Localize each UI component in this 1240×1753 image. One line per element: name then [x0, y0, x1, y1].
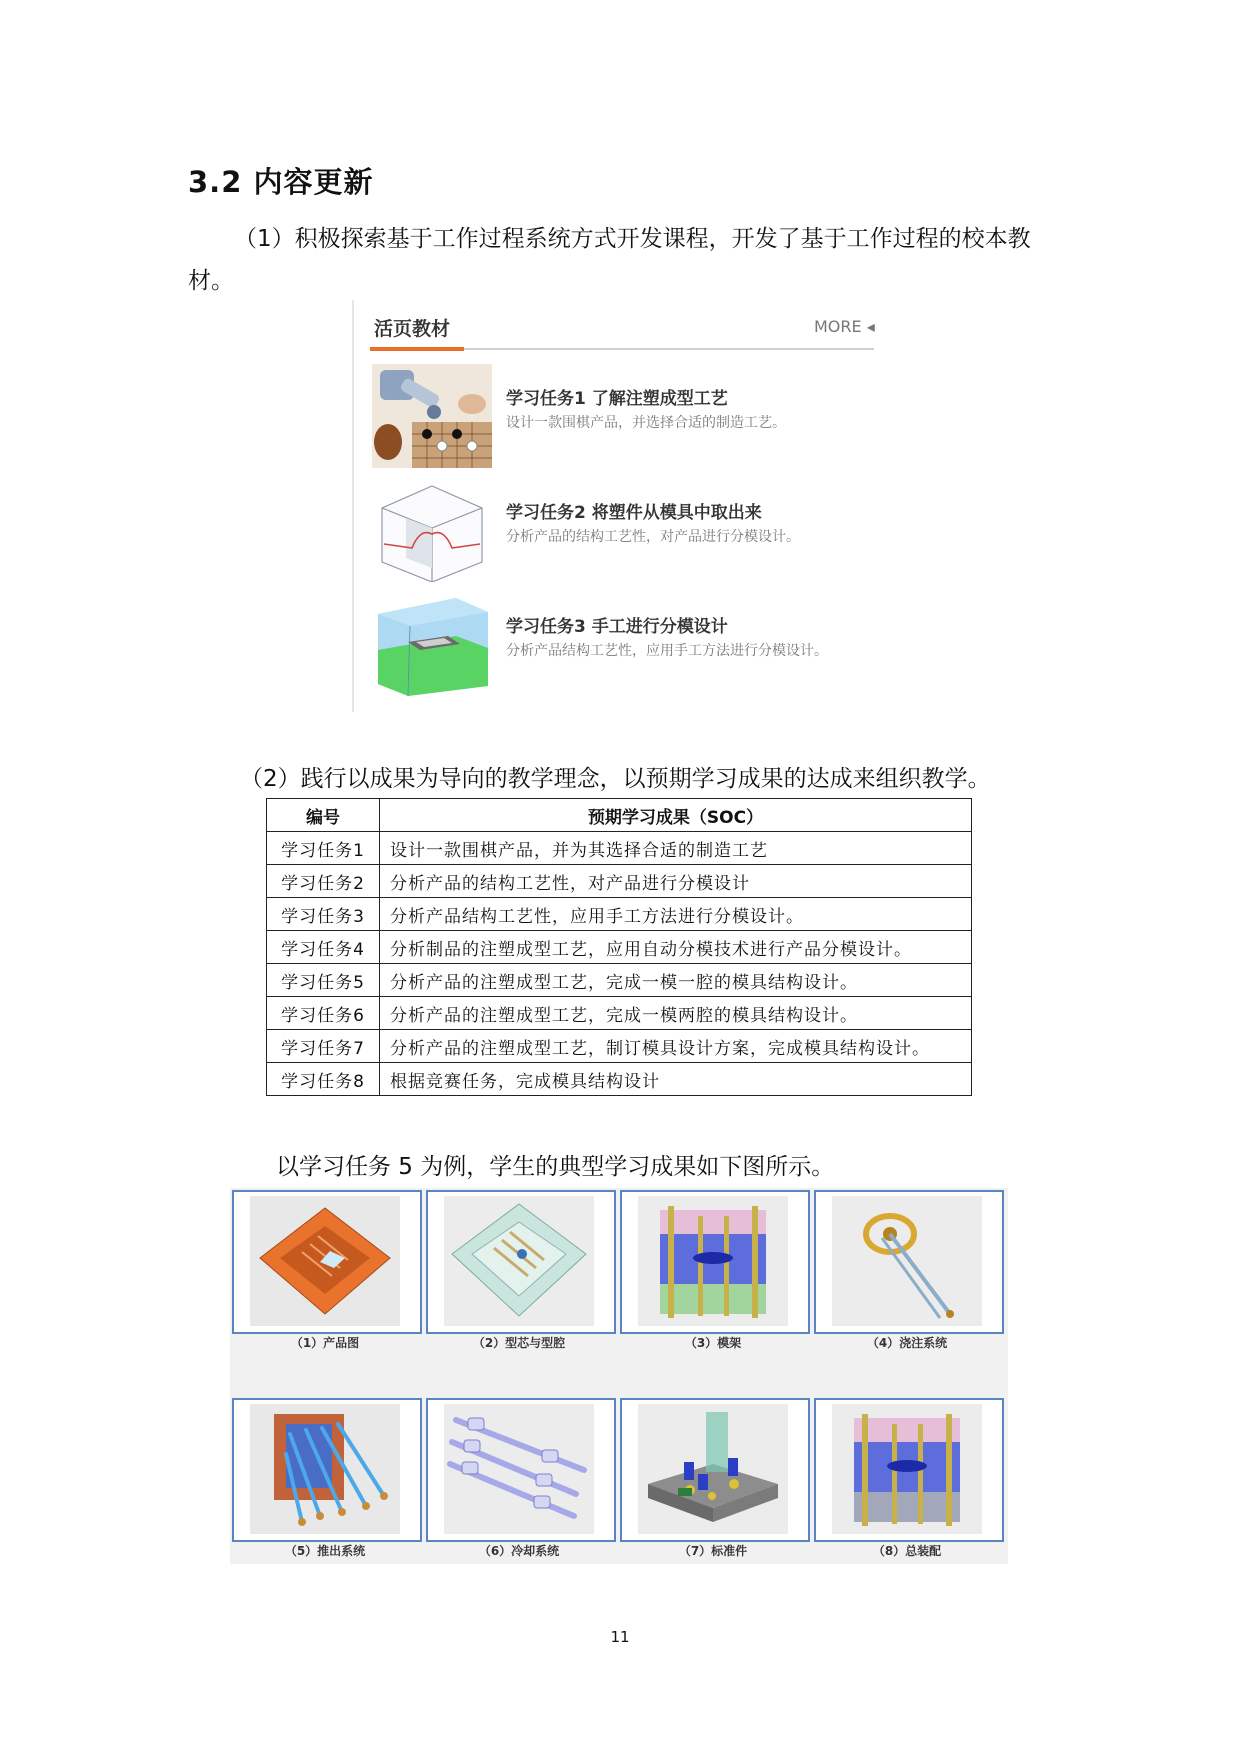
paragraph-2: （2）践行以成果为导向的教学理念，以预期学习成果的达成来组织教学。 [240, 766, 991, 792]
table-row [267, 1063, 972, 1096]
section-heading: 3.2 内容更新 [188, 165, 374, 199]
gallery-item-2 [426, 1190, 616, 1334]
parting-cube-diagram-icon [372, 478, 492, 582]
task-card-1[interactable] [372, 364, 872, 468]
product-model-icon [250, 1196, 400, 1326]
task-desc: 设计一款围棋产品，并选择合适的制造工艺。 [506, 415, 786, 431]
gallery-caption: （1）产品图 [290, 1336, 360, 1350]
task-id: 学习任务4 [267, 931, 380, 964]
task-outcome: 分析产品的注塑成型工艺，制订模具设计方案，完成模具结构设计。 [380, 1030, 972, 1063]
table-row [267, 865, 972, 898]
task-id: 学习任务7 [267, 1030, 380, 1063]
table-row [267, 832, 972, 865]
soc-table [266, 798, 972, 1096]
task-outcome: 分析产品的注塑成型工艺，完成一模两腔的模具结构设计。 [380, 997, 972, 1030]
task-id: 学习任务5 [267, 964, 380, 997]
task-outcome: 分析制品的注塑成型工艺，应用自动分模技术进行产品分模设计。 [380, 931, 972, 964]
gallery-item-7 [620, 1398, 810, 1542]
gallery-caption: （6）冷却系统 [478, 1544, 560, 1558]
gallery-caption: （7）标准件 [678, 1544, 748, 1558]
header-id: 编号 [267, 799, 380, 832]
ejector-system-icon [250, 1404, 400, 1534]
gallery-caption: （5）推出系统 [284, 1544, 366, 1558]
task-desc: 分析产品的结构工艺性，对产品进行分模设计。 [506, 529, 800, 545]
paragraph-1: （1）积极探索基于工作过程系统方式开发课程，开发了基于工作过程的校本教材。 [188, 226, 1031, 294]
gallery-item-6 [426, 1398, 616, 1542]
task-desc: 分析产品结构工艺性，应用手工方法进行分模设计。 [506, 643, 828, 659]
panel-title: 活页教材 [374, 318, 451, 340]
paragraph-3: 以学习任务 5 为例，学生的典型学习成果如下图所示。 [276, 1154, 835, 1180]
table-row [267, 898, 972, 931]
mold-base-icon [638, 1196, 788, 1326]
panel-accent-bar [370, 347, 464, 351]
task-title: 学习任务2 将塑件从模具中取出来 [506, 503, 762, 523]
mold-split-block-icon [372, 592, 492, 696]
task-outcome: 设计一款围棋产品，并为其选择合适的制造工艺 [380, 832, 972, 865]
more-link[interactable]: MORE ◂ [814, 317, 875, 336]
gallery-item-1 [232, 1190, 422, 1334]
gallery-caption: （4）浇注系统 [866, 1336, 948, 1350]
task-outcome: 分析产品的注塑成型工艺，完成一模一腔的模具结构设计。 [380, 964, 972, 997]
table-header-row [267, 799, 972, 832]
table-row [267, 964, 972, 997]
table-row [267, 997, 972, 1030]
go-game-robot-photo-icon [372, 364, 492, 468]
textbook-panel [352, 300, 882, 712]
task-id: 学习任务6 [267, 997, 380, 1030]
cooling-system-icon [444, 1404, 594, 1534]
table-row [267, 931, 972, 964]
gallery-item-4 [814, 1190, 1004, 1334]
header-soc: 预期学习成果（SOC） [380, 799, 972, 832]
task-id: 学习任务2 [267, 865, 380, 898]
assembly-icon [832, 1404, 982, 1534]
task-id: 学习任务8 [267, 1063, 380, 1096]
task-card-2[interactable] [372, 478, 872, 582]
gallery-item-3 [620, 1190, 810, 1334]
task-outcome: 分析产品的结构工艺性，对产品进行分模设计 [380, 865, 972, 898]
standard-parts-icon [638, 1404, 788, 1534]
gallery-caption: （8）总装配 [872, 1544, 942, 1558]
gallery-item-8 [814, 1398, 1004, 1542]
gallery-caption: （2）型芯与型腔 [472, 1336, 566, 1350]
task-id: 学习任务3 [267, 898, 380, 931]
task-title: 学习任务1 了解注塑成型工艺 [506, 389, 728, 409]
gating-system-icon [832, 1196, 982, 1326]
page-number: 11 [610, 1628, 630, 1646]
task-card-3[interactable] [372, 592, 872, 696]
table-row [267, 1030, 972, 1063]
core-cavity-icon [444, 1196, 594, 1326]
task-title: 学习任务3 手工进行分模设计 [506, 617, 728, 637]
gallery-caption: （3）模架 [684, 1336, 742, 1350]
results-gallery [230, 1188, 1008, 1564]
task-id: 学习任务1 [267, 832, 380, 865]
task-outcome: 根据竞赛任务，完成模具结构设计 [380, 1063, 972, 1096]
task-outcome: 分析产品结构工艺性，应用手工方法进行分模设计。 [380, 898, 972, 931]
gallery-item-5 [232, 1398, 422, 1542]
